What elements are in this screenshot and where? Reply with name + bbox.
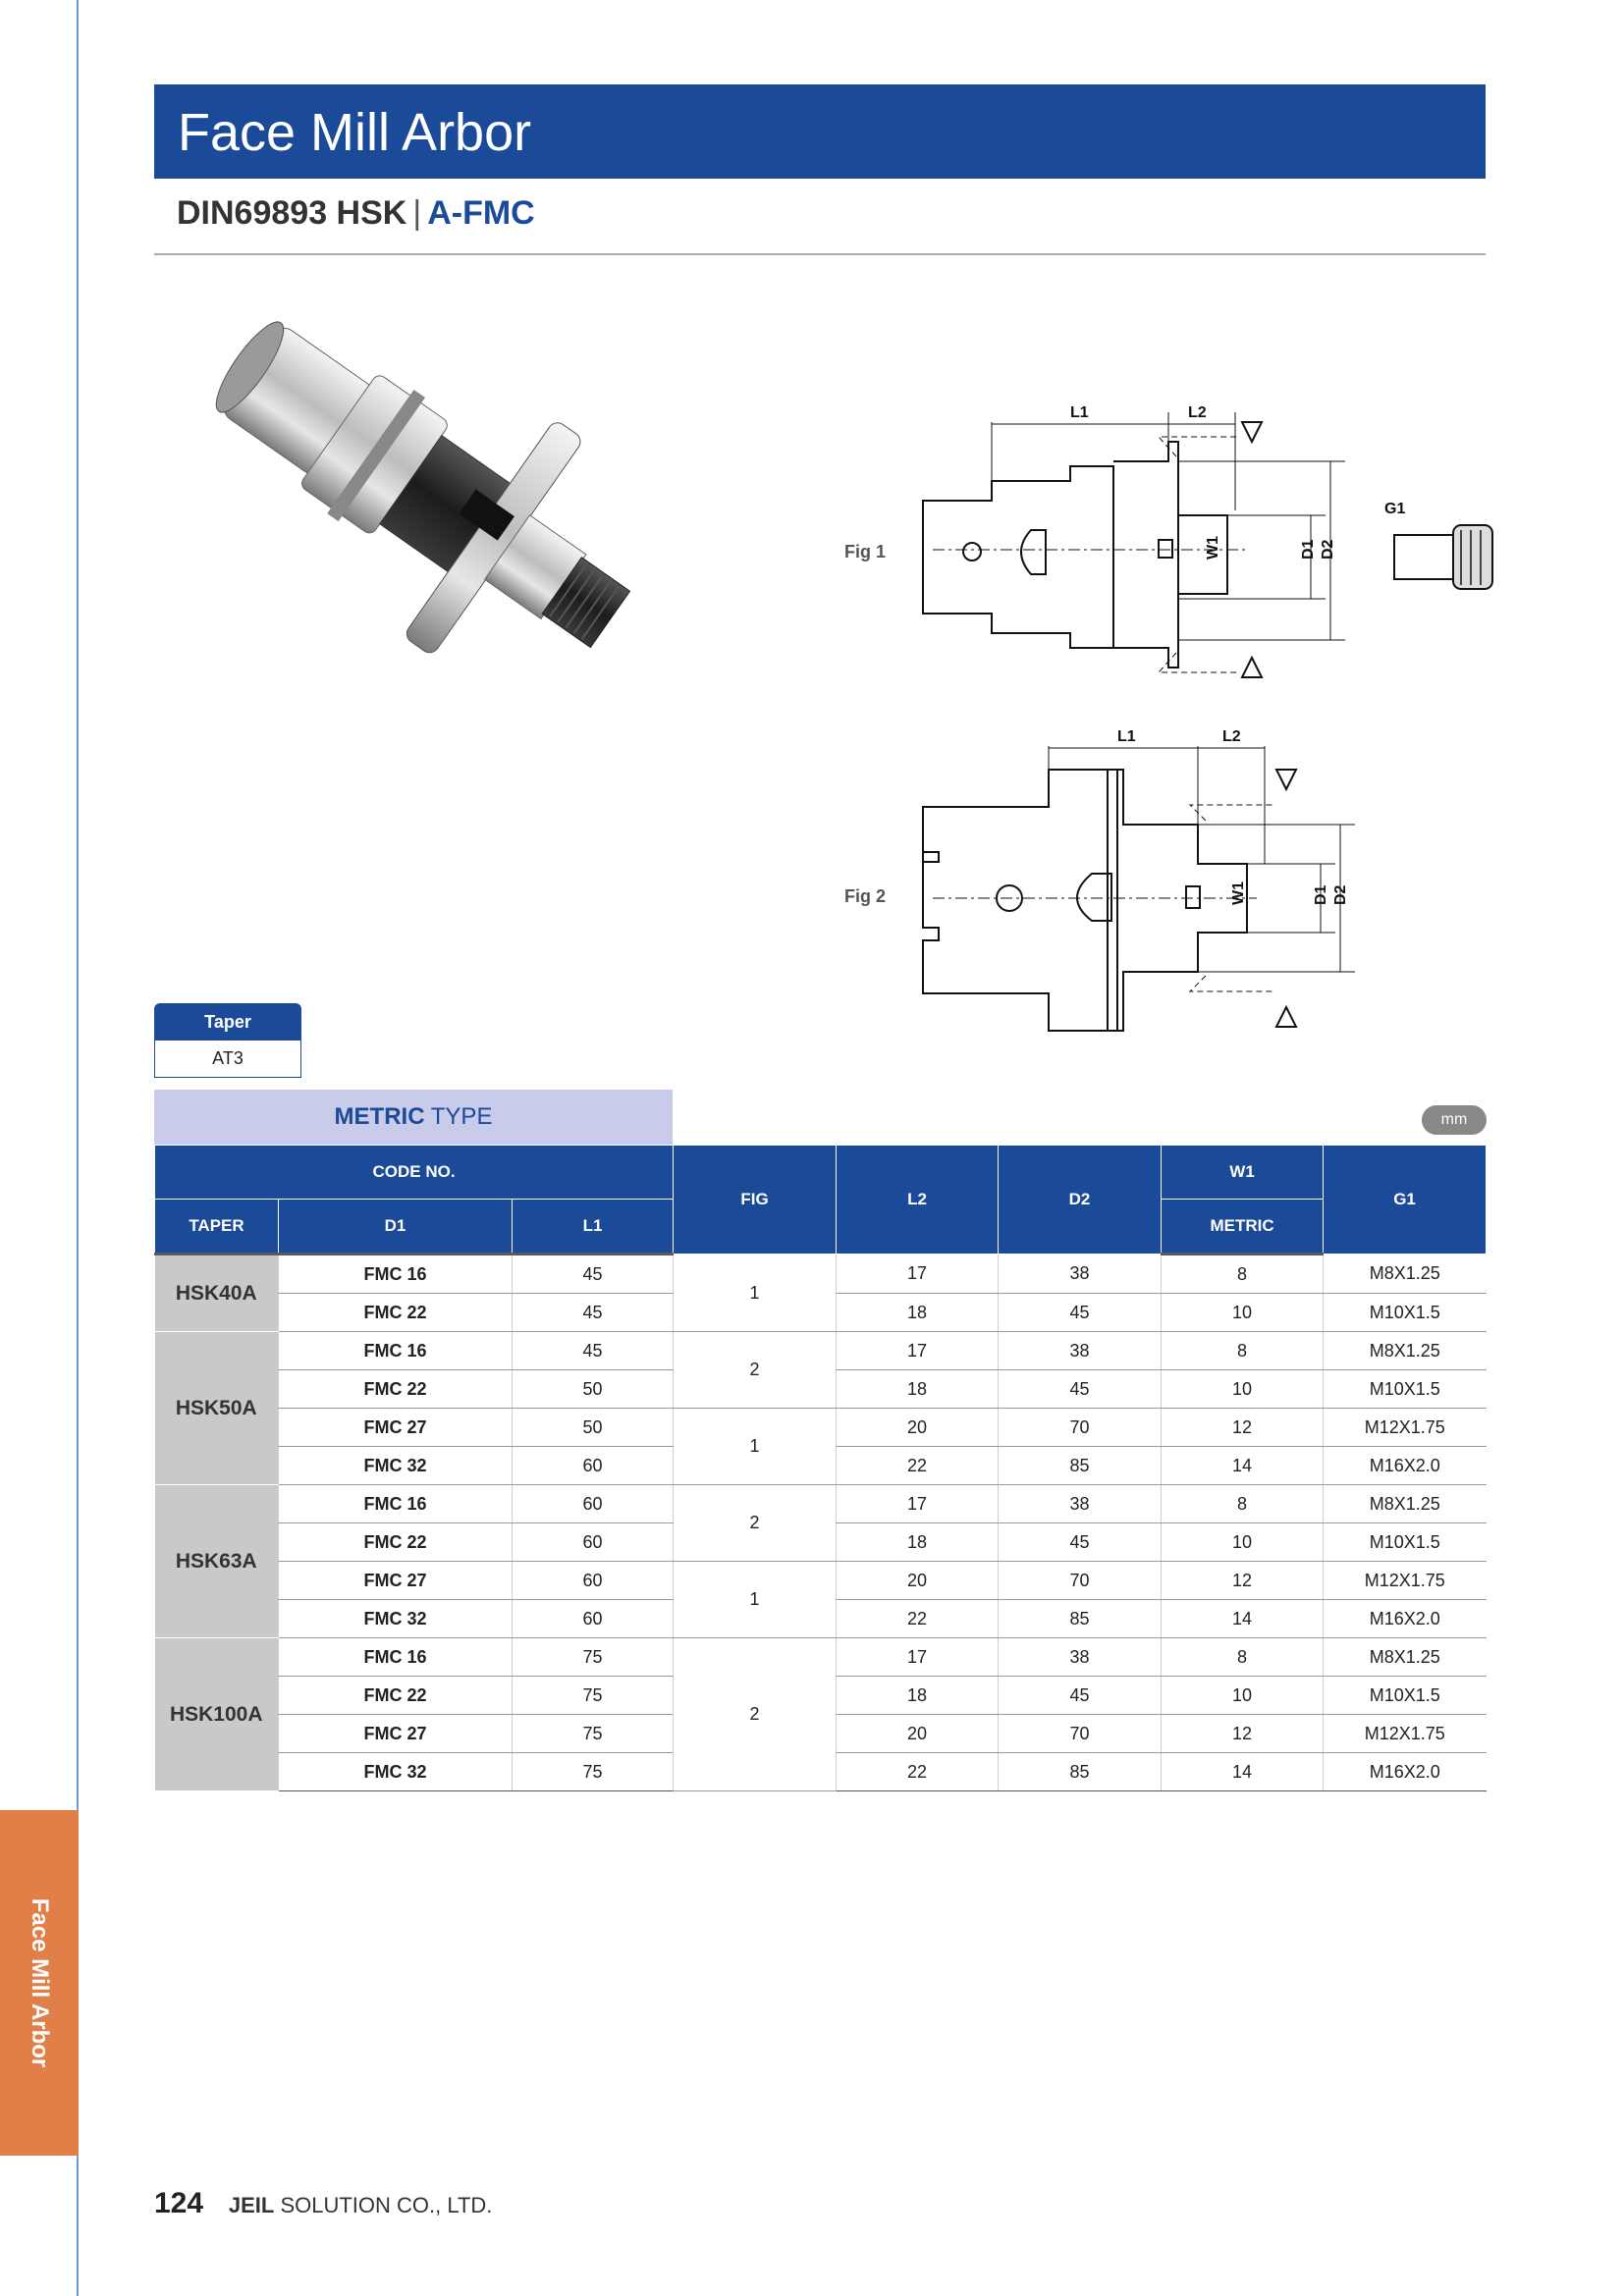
d2-cell: 38 — [999, 1485, 1162, 1523]
w1-cell: 8 — [1162, 1638, 1324, 1677]
l1-cell: 60 — [513, 1562, 674, 1600]
d2-cell: 70 — [999, 1715, 1162, 1753]
g1-cell: M10X1.5 — [1324, 1370, 1487, 1409]
subtitle-standard: DIN69893 HSK — [177, 194, 407, 232]
fig-cell: 1 — [674, 1255, 837, 1332]
fig-cell: 2 — [674, 1485, 837, 1562]
l2-cell: 18 — [837, 1523, 999, 1562]
taper-cell: HSK50A — [155, 1332, 279, 1485]
fig1-drawing — [913, 383, 1522, 697]
d1-cell: FMC 22 — [279, 1370, 513, 1409]
side-section-tab[interactable] — [0, 1810, 79, 2156]
l1-cell: 75 — [513, 1638, 674, 1677]
fig2-drawing — [903, 726, 1414, 1041]
l1-cell: 60 — [513, 1523, 674, 1562]
table-row — [155, 1485, 1487, 1523]
g1-cell: M10X1.5 — [1324, 1523, 1487, 1562]
metric-type-band — [154, 1090, 673, 1145]
l2-cell: 22 — [837, 1447, 999, 1485]
d2-cell: 45 — [999, 1523, 1162, 1562]
fig-cell: 2 — [674, 1638, 837, 1791]
d2-cell: 38 — [999, 1638, 1162, 1677]
taper-box-header: Taper — [154, 1003, 301, 1041]
header-code-no: CODE NO. — [155, 1146, 674, 1200]
g1-cell: M10X1.5 — [1324, 1677, 1487, 1715]
w1-cell: 8 — [1162, 1485, 1324, 1523]
metric-label: METRIC — [334, 1103, 425, 1130]
w1-cell: 14 — [1162, 1753, 1324, 1791]
l2-cell: 18 — [837, 1677, 999, 1715]
d1-cell: FMC 27 — [279, 1715, 513, 1753]
l2-cell: 17 — [837, 1332, 999, 1370]
l1-cell: 75 — [513, 1677, 674, 1715]
taper-cell: HSK100A — [155, 1638, 279, 1791]
fig1-dim-l1: L1 — [1070, 404, 1089, 421]
w1-cell: 8 — [1162, 1332, 1324, 1370]
g1-cell: M8X1.25 — [1324, 1638, 1487, 1677]
d1-cell: FMC 32 — [279, 1447, 513, 1485]
taper-box-value: AT3 — [154, 1041, 301, 1078]
w1-cell: 12 — [1162, 1409, 1324, 1447]
g1-cell: M10X1.5 — [1324, 1294, 1487, 1332]
fig1-dim-d2: D2 — [1320, 539, 1336, 560]
table-row — [155, 1409, 1487, 1447]
fig1-dim-l2: L2 — [1188, 404, 1207, 421]
g1-cell: M16X2.0 — [1324, 1447, 1487, 1485]
table-row — [155, 1332, 1487, 1370]
g1-cell: M16X2.0 — [1324, 1753, 1487, 1791]
l2-cell: 17 — [837, 1485, 999, 1523]
fig2-dim-w1: W1 — [1230, 881, 1247, 905]
table-row — [155, 1638, 1487, 1677]
d1-cell: FMC 22 — [279, 1677, 513, 1715]
w1-cell: 14 — [1162, 1447, 1324, 1485]
l2-cell: 18 — [837, 1294, 999, 1332]
taper-box — [154, 1003, 301, 1078]
l2-cell: 17 — [837, 1255, 999, 1294]
subtitle — [177, 194, 535, 233]
subtitle-model: A-FMC — [427, 194, 535, 232]
l1-cell: 75 — [513, 1753, 674, 1791]
fig1-label: Fig 1 — [844, 542, 887, 561]
d1-cell: FMC 32 — [279, 1753, 513, 1791]
d1-cell: FMC 16 — [279, 1638, 513, 1677]
taper-cell: HSK63A — [155, 1485, 279, 1638]
l2-cell: 17 — [837, 1638, 999, 1677]
table-row — [155, 1562, 1487, 1600]
page-title: Face Mill Arbor — [178, 103, 532, 162]
g1-cell: M12X1.75 — [1324, 1715, 1487, 1753]
fig2-dim-d2: D2 — [1332, 884, 1349, 905]
d1-cell: FMC 32 — [279, 1600, 513, 1638]
g1-cell: M8X1.25 — [1324, 1332, 1487, 1370]
company-name-bold: JEIL — [228, 2193, 275, 2217]
header-d2: D2 — [999, 1146, 1162, 1255]
l2-cell: 18 — [837, 1370, 999, 1409]
header-l1: L1 — [513, 1200, 674, 1255]
l1-cell: 45 — [513, 1294, 674, 1332]
w1-cell: 12 — [1162, 1715, 1324, 1753]
header-w1: W1 — [1162, 1146, 1324, 1200]
page-number: 124 — [154, 2187, 204, 2219]
d1-cell: FMC 22 — [279, 1523, 513, 1562]
w1-cell: 12 — [1162, 1562, 1324, 1600]
l1-cell: 45 — [513, 1332, 674, 1370]
header-taper: TAPER — [155, 1200, 279, 1255]
w1-cell: 10 — [1162, 1370, 1324, 1409]
company-name — [229, 2193, 493, 2217]
l2-cell: 22 — [837, 1753, 999, 1791]
fig1-dim-g1: G1 — [1384, 501, 1406, 517]
d2-cell: 70 — [999, 1409, 1162, 1447]
fig2-dim-l1: L1 — [1117, 728, 1136, 745]
title-bar — [154, 84, 1486, 179]
fig2-dim-d1: D1 — [1313, 884, 1329, 905]
fig-cell: 1 — [674, 1409, 837, 1485]
l1-cell: 45 — [513, 1255, 674, 1294]
header-g1: G1 — [1324, 1146, 1487, 1255]
subtitle-separator: | — [412, 194, 422, 232]
g1-cell: M12X1.75 — [1324, 1562, 1487, 1600]
unit-badge: mm — [1422, 1105, 1487, 1135]
fig-cell: 1 — [674, 1562, 837, 1638]
w1-cell: 10 — [1162, 1294, 1324, 1332]
fig2-dim-l2: L2 — [1222, 728, 1241, 745]
company-name-rest: SOLUTION CO., LTD. — [280, 2193, 493, 2217]
header-l2: L2 — [837, 1146, 999, 1255]
d1-cell: FMC 27 — [279, 1562, 513, 1600]
l1-cell: 60 — [513, 1600, 674, 1638]
d2-cell: 45 — [999, 1294, 1162, 1332]
g1-cell: M16X2.0 — [1324, 1600, 1487, 1638]
d2-cell: 38 — [999, 1332, 1162, 1370]
header-w1-metric: METRIC — [1162, 1200, 1324, 1255]
d2-cell: 85 — [999, 1447, 1162, 1485]
l2-cell: 20 — [837, 1409, 999, 1447]
header-fig: FIG — [674, 1146, 837, 1255]
fig1-dim-w1: W1 — [1205, 536, 1221, 560]
d1-cell: FMC 22 — [279, 1294, 513, 1332]
d2-cell: 85 — [999, 1600, 1162, 1638]
l1-cell: 75 — [513, 1715, 674, 1753]
fig1-dim-d1: D1 — [1300, 539, 1317, 560]
d1-cell: FMC 27 — [279, 1409, 513, 1447]
subtitle-divider — [154, 253, 1486, 255]
l1-cell: 60 — [513, 1447, 674, 1485]
d2-cell: 38 — [999, 1255, 1162, 1294]
spec-table — [154, 1145, 1487, 1791]
l1-cell: 50 — [513, 1370, 674, 1409]
l1-cell: 50 — [513, 1409, 674, 1447]
page-footer — [154, 2187, 492, 2220]
d1-cell: FMC 16 — [279, 1255, 513, 1294]
fig-cell: 2 — [674, 1332, 837, 1409]
l2-cell: 22 — [837, 1600, 999, 1638]
d1-cell: FMC 16 — [279, 1332, 513, 1370]
product-photo — [167, 294, 697, 707]
metric-type-label: TYPE — [430, 1103, 493, 1130]
w1-cell: 10 — [1162, 1523, 1324, 1562]
w1-cell: 8 — [1162, 1255, 1324, 1294]
l2-cell: 20 — [837, 1562, 999, 1600]
d2-cell: 85 — [999, 1753, 1162, 1791]
w1-cell: 14 — [1162, 1600, 1324, 1638]
d2-cell: 70 — [999, 1562, 1162, 1600]
d1-cell: FMC 16 — [279, 1485, 513, 1523]
fig2-label: Fig 2 — [844, 886, 887, 906]
w1-cell: 10 — [1162, 1677, 1324, 1715]
taper-cell: HSK40A — [155, 1255, 279, 1332]
g1-cell: M12X1.75 — [1324, 1409, 1487, 1447]
side-tab-label: Face Mill Arbor — [27, 1897, 53, 2068]
l2-cell: 20 — [837, 1715, 999, 1753]
table-row — [155, 1255, 1487, 1294]
g1-cell: M8X1.25 — [1324, 1255, 1487, 1294]
d2-cell: 45 — [999, 1677, 1162, 1715]
l1-cell: 60 — [513, 1485, 674, 1523]
g1-cell: M8X1.25 — [1324, 1485, 1487, 1523]
d2-cell: 45 — [999, 1370, 1162, 1409]
header-d1: D1 — [279, 1200, 513, 1255]
